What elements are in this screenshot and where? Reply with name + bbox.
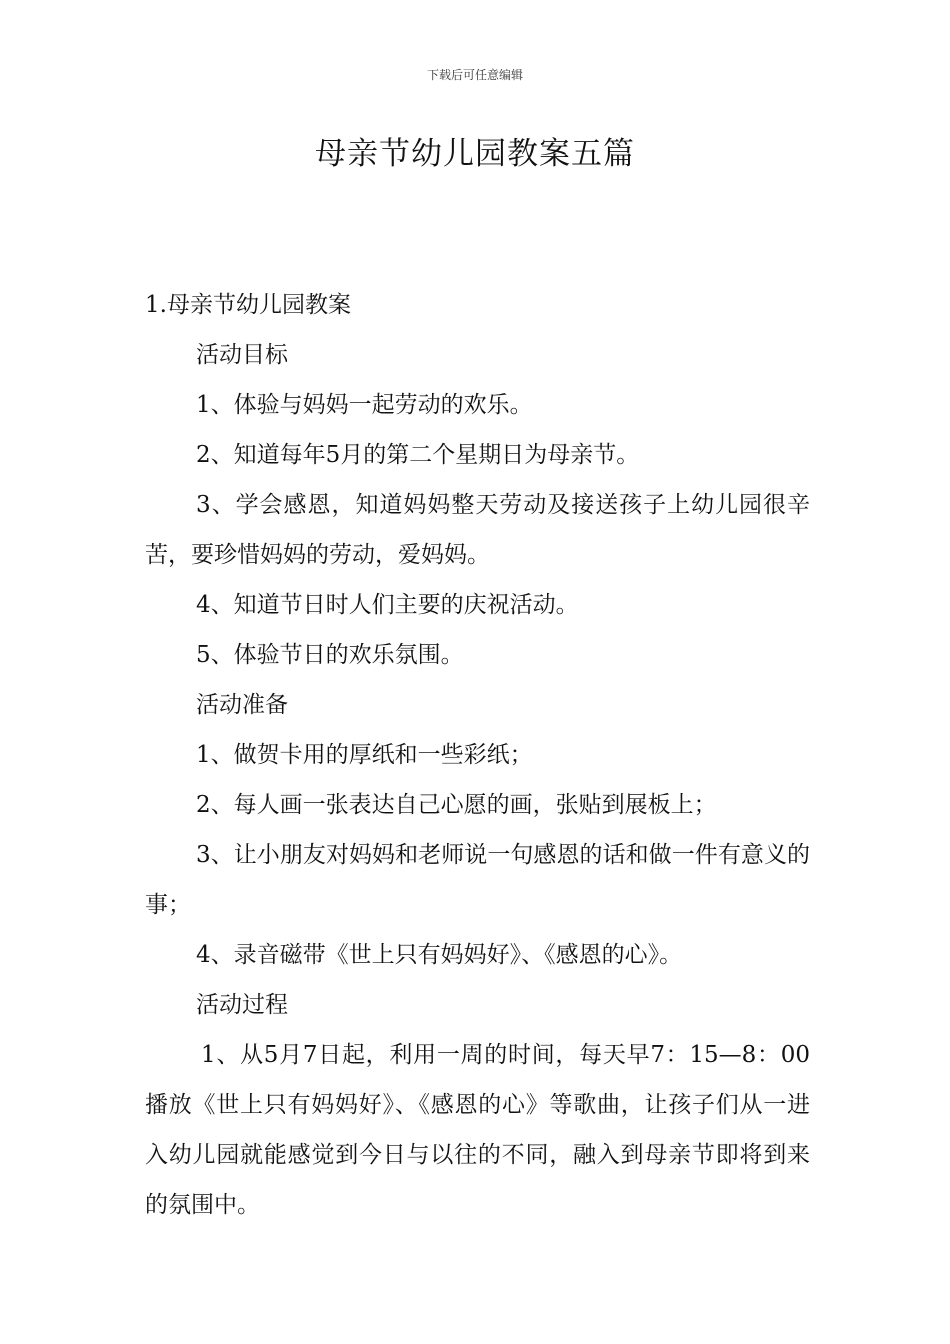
prep-item: 2、每人画一张表达自己心愿的画，张贴到展板上； bbox=[196, 792, 717, 818]
section-heading: 1.母亲节幼儿园教案 bbox=[145, 292, 351, 318]
process-heading: 活动过程 bbox=[196, 992, 288, 1018]
process-item: 1、从5月7日起，利用一周的时间，每天早7：15—8：00播放《世上只有妈妈好》、《感恩的心》等歌曲，让孩子们从一进入幼儿园就能感觉到今日与以往的不同，融入到母亲节即将到来的氛围中。 bbox=[145, 1042, 810, 1218]
prep-item: 3、让小朋友对妈妈和老师说一句感恩的话和做一件有意义的事； bbox=[145, 842, 810, 918]
goal-item: 4、知道节日时人们主要的庆祝活动。 bbox=[196, 592, 579, 618]
prep-item: 4、录音磁带《世上只有妈妈好》、《感恩的心》。 bbox=[196, 942, 683, 968]
goals-heading: 活动目标 bbox=[196, 342, 288, 368]
goal-item: 5、体验节日的欢乐氛围。 bbox=[196, 642, 464, 668]
document-body bbox=[145, 280, 810, 1230]
goal-item: 3、学会感恩，知道妈妈整天劳动及接送孩子上幼儿园很辛苦，要珍惜妈妈的劳动，爱妈妈。 bbox=[145, 492, 810, 568]
prep-heading: 活动准备 bbox=[196, 692, 288, 718]
goal-item: 1、体验与妈妈一起劳动的欢乐。 bbox=[196, 392, 533, 418]
document-title: 母亲节幼儿园教案五篇 bbox=[315, 136, 635, 172]
goal-item: 2、知道每年5月的第二个星期日为母亲节。 bbox=[196, 442, 640, 468]
page-header-note: 下载后可任意编辑 bbox=[426, 68, 523, 82]
prep-item: 1、做贺卡用的厚纸和一些彩纸； bbox=[196, 742, 533, 768]
